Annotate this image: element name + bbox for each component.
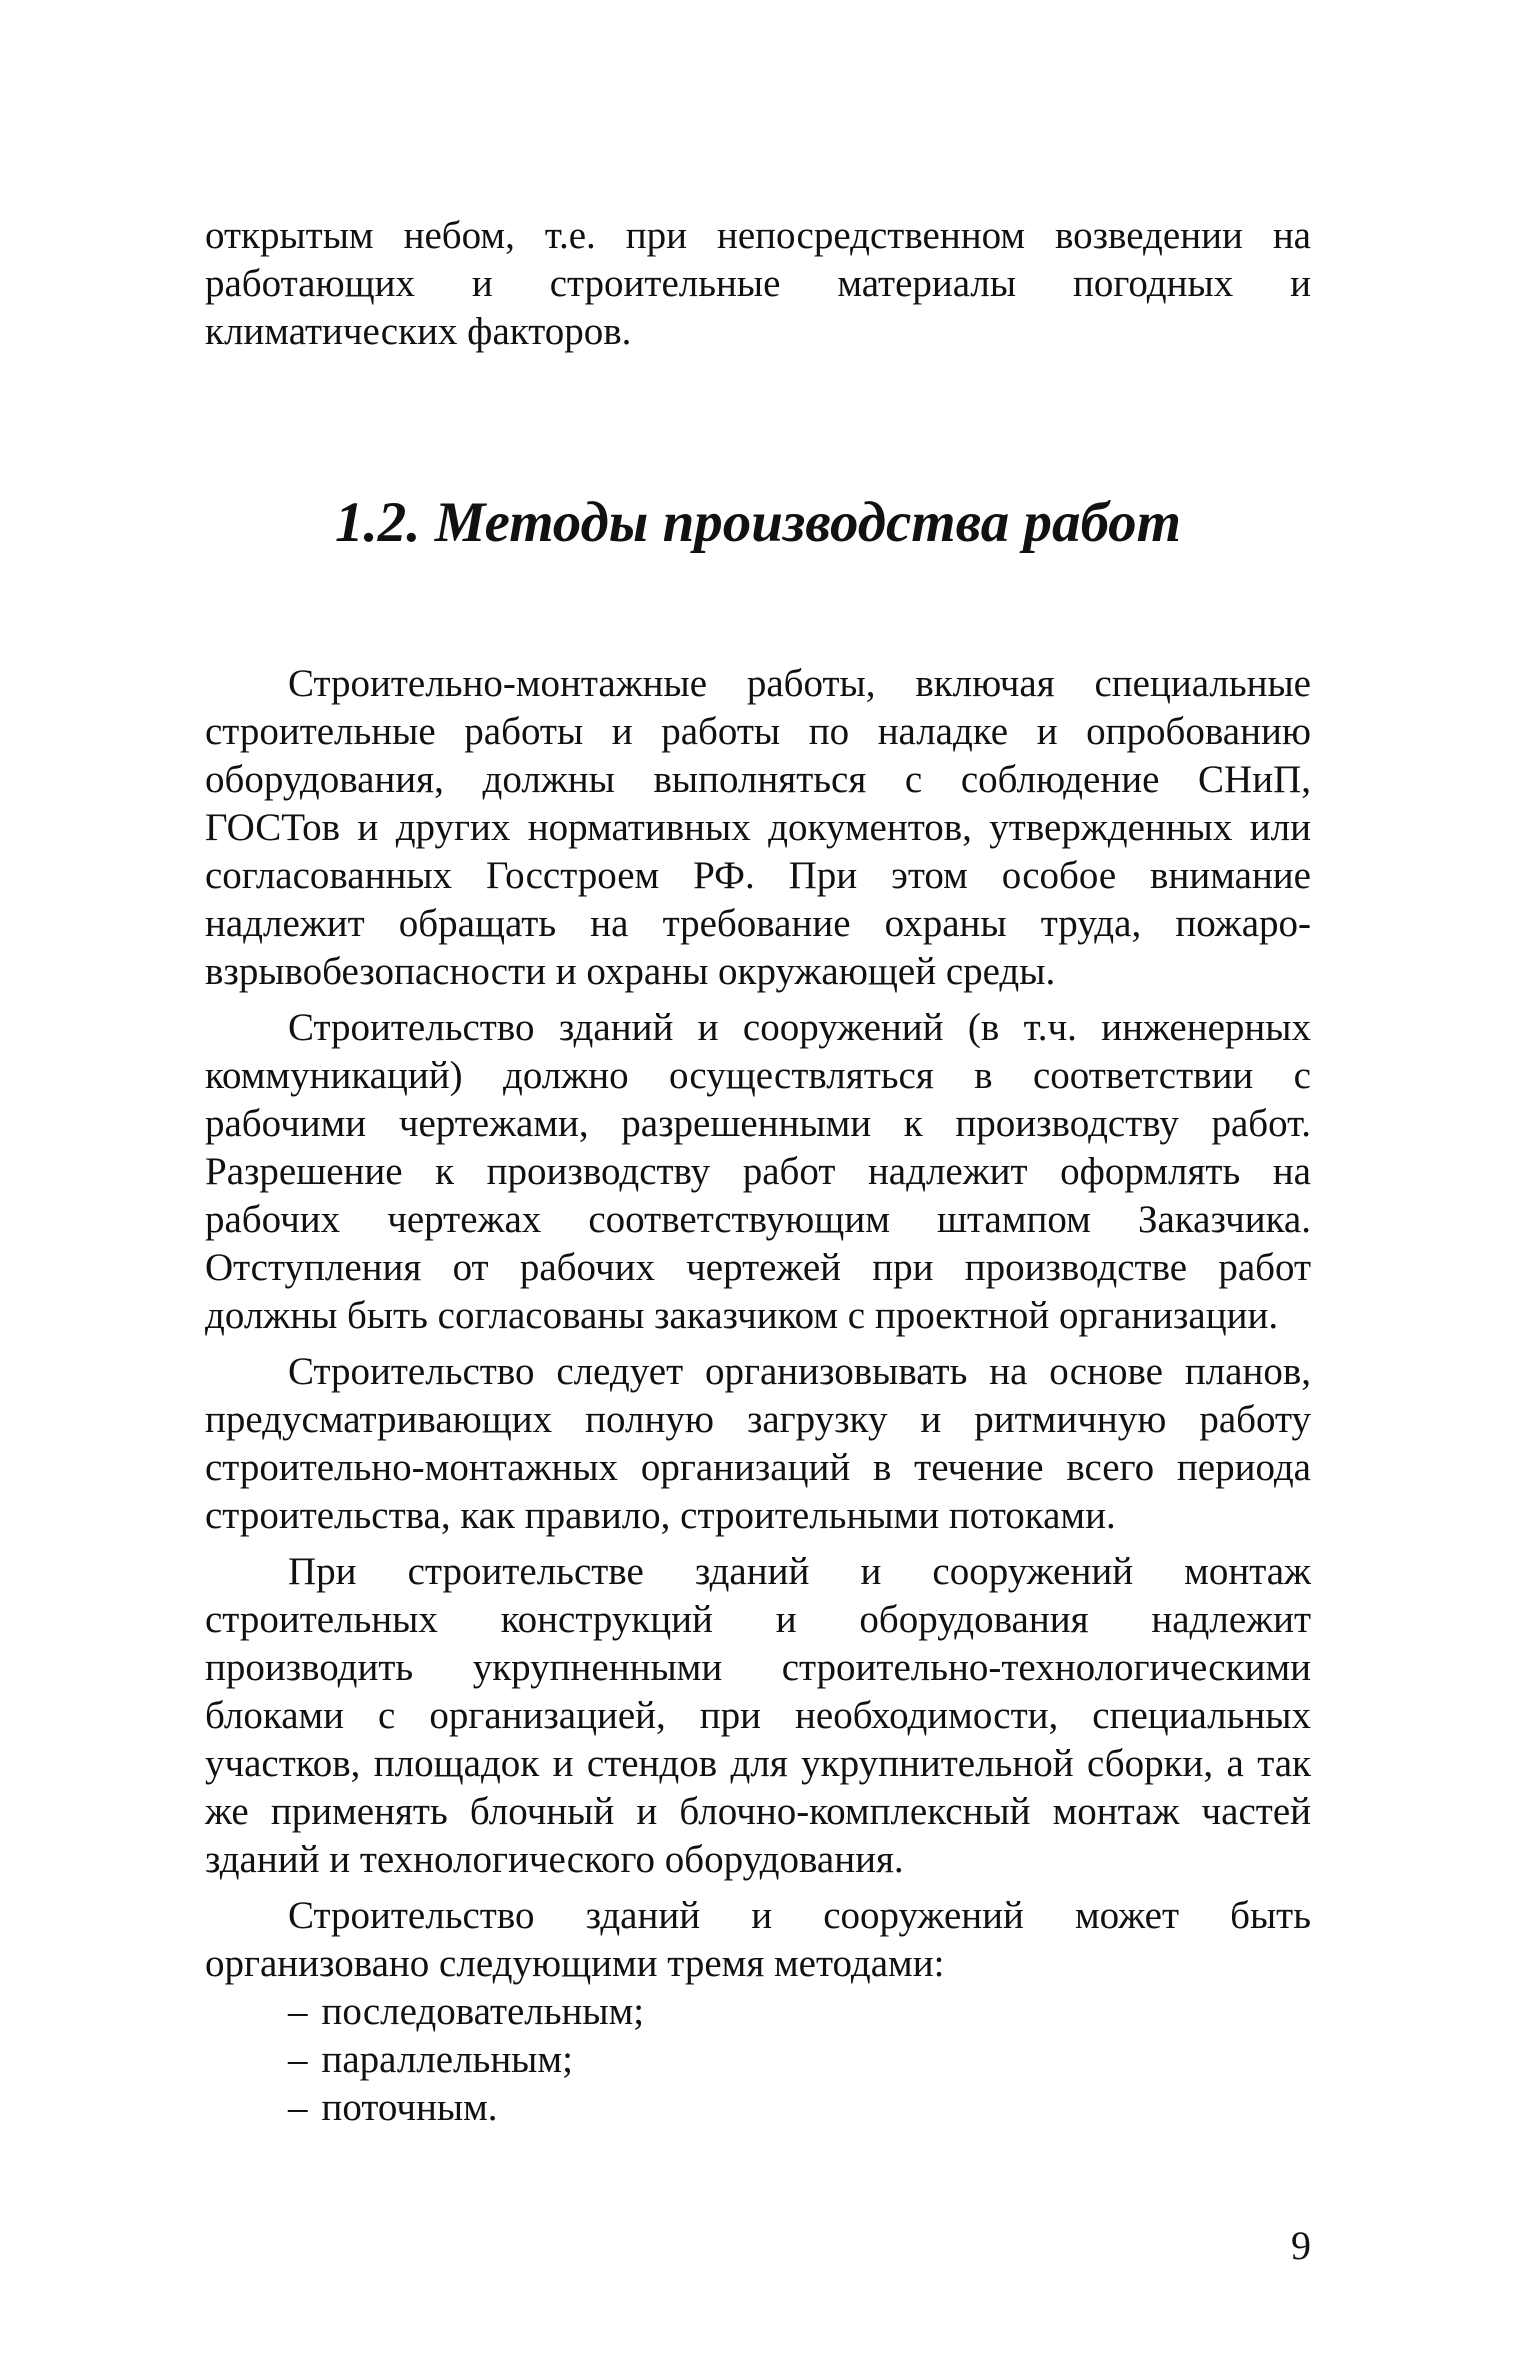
methods-list: [205, 1988, 1311, 2132]
list-dash: –: [288, 2086, 308, 2129]
section-heading: 1.2. Методы производства работ: [335, 491, 1181, 554]
section-body: [205, 660, 1311, 2132]
list-dash: –: [288, 1990, 308, 2033]
list-dash: –: [288, 2038, 308, 2081]
paragraph-methods-intro: Строительство зданий и сооружений может быть организовано следующими тремя методами:: [205, 1894, 1311, 1985]
list-item: [205, 2084, 1311, 2132]
page-number: 9: [1291, 2223, 1311, 2268]
paragraph-assembly: При строительстве зданий и сооружений монтаж строительных конструкций и оборудования надлежит производить укрупненными строительно-технологическими блоками с организацией, при необходимости, специальных участков, площадок и стендов для укрупнительной сборки, а так же применять блочный и блочно-комплексный монтаж частей зданий и технологического оборудования.: [205, 1550, 1311, 1881]
list-item: [205, 1988, 1311, 2036]
list-item-label: последовательным;: [321, 1990, 645, 2033]
list-item-label: поточным.: [321, 2086, 498, 2129]
paragraph-drawings: Строительство зданий и сооружений (в т.ч. инженерных коммуникаций) должно осуществляться в соответствии с рабочими чертежами, разрешенными к производству работ. Разрешение к производству работ надлежит оформлять на рабочих чертежах соответствующим штампом Заказчика. Отступления от рабочих чертежей при производстве работ должны быть согласованы заказчиком с проектной организации.: [205, 1006, 1311, 1337]
paragraph-regulations: Строительно-монтажные работы, включая специальные строительные работы и работы по наладке и опробованию оборудования, должны выполняться с соблюдение СНиП, ГОСТов и других нормативных документов, утвержденных или согласованных Госстроем РФ. При этом особое внимание надлежит обращать на требование охраны труда, пожаро-взрывобезопасности и охраны окружающей среды.: [205, 662, 1311, 993]
intro-paragraph: открытым небом, т.е. при непосредственном возведении на работающих и строительные материалы погодных и климатических факторов.: [205, 214, 1311, 353]
list-item: [205, 2036, 1311, 2084]
paragraph-planning: Строительство следует организовывать на основе планов, предусматривающих полную загрузку и ритмичную работу строительно-монтажных организаций в течение всего периода строительства, как правило, строительными потоками.: [205, 1350, 1311, 1537]
list-item-label: параллельным;: [321, 2038, 573, 2081]
